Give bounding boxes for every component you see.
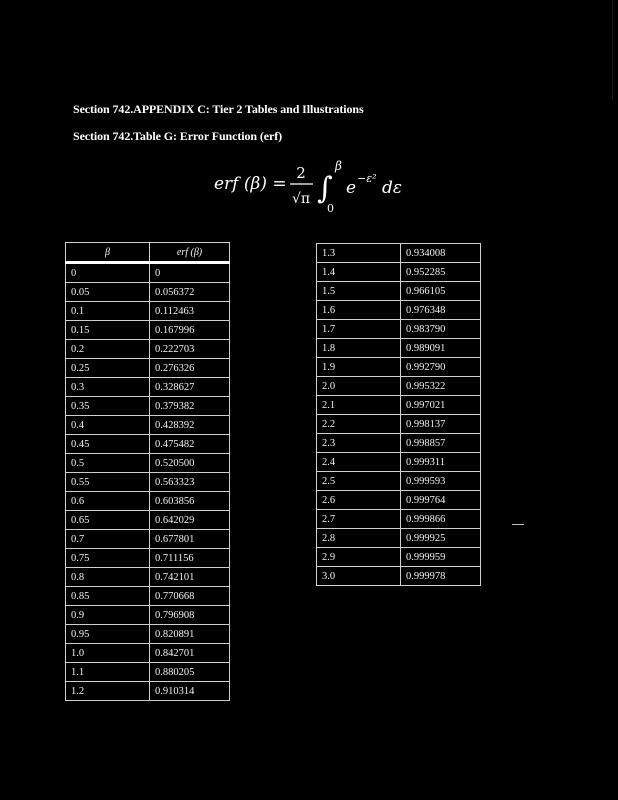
erf-value-cell: 0.989091 <box>401 339 481 358</box>
formula-numerator: 2 <box>296 164 306 182</box>
table-row <box>66 302 230 321</box>
erf-value-cell: 0.992790 <box>401 358 481 377</box>
table-row <box>66 340 230 359</box>
table-row <box>66 283 230 302</box>
beta-cell: 0.85 <box>66 587 150 606</box>
table-row <box>317 377 481 396</box>
beta-cell: 2.7 <box>317 510 401 529</box>
formula-lower-limit: 0 <box>327 202 334 215</box>
erf-value-cell: 0.999925 <box>401 529 481 548</box>
beta-cell: 0.45 <box>66 435 150 454</box>
table-row <box>66 644 230 663</box>
beta-cell: 1.7 <box>317 320 401 339</box>
table-row <box>66 549 230 568</box>
table-row <box>66 663 230 682</box>
beta-cell: 0.2 <box>66 340 150 359</box>
table-row <box>66 625 230 644</box>
beta-column-header: β <box>66 243 150 263</box>
table-row <box>317 491 481 510</box>
table-row <box>317 548 481 567</box>
beta-cell: 2.3 <box>317 434 401 453</box>
erf-value-cell: 0.842701 <box>150 644 230 663</box>
beta-cell: 0.7 <box>66 530 150 549</box>
erf-value-cell: 0.520500 <box>150 454 230 473</box>
erf-value-cell: 0.796908 <box>150 606 230 625</box>
erf-table-left <box>65 242 230 701</box>
beta-cell: 0.05 <box>66 283 150 302</box>
table-row <box>317 453 481 472</box>
table-row <box>66 359 230 378</box>
beta-cell: 0.6 <box>66 492 150 511</box>
table-row <box>317 396 481 415</box>
beta-cell: 0.8 <box>66 568 150 587</box>
erf-value-cell: 0 <box>150 263 230 283</box>
table-row <box>66 568 230 587</box>
table-row <box>66 416 230 435</box>
table-row <box>66 378 230 397</box>
formula-upper-limit: β <box>335 159 342 173</box>
beta-cell: 0.35 <box>66 397 150 416</box>
table-row <box>66 321 230 340</box>
table-row <box>66 492 230 511</box>
beta-cell: 2.2 <box>317 415 401 434</box>
erf-value-cell: 0.770668 <box>150 587 230 606</box>
erf-value-cell: 0.998857 <box>401 434 481 453</box>
erf-value-cell: 0.880205 <box>150 663 230 682</box>
table-row <box>66 397 230 416</box>
erf-value-cell: 0.999311 <box>401 453 481 472</box>
beta-cell: 1.4 <box>317 263 401 282</box>
formula-differential: dε <box>382 178 403 198</box>
erf-value-cell: 0.222703 <box>150 340 230 359</box>
erf-value-cell: 0.999978 <box>401 567 481 586</box>
beta-cell: 0.95 <box>66 625 150 644</box>
beta-cell: 0.3 <box>66 378 150 397</box>
erf-value-cell: 0.934008 <box>401 244 481 263</box>
erf-formula-svg <box>214 156 444 216</box>
formula-integrand-base: e <box>346 178 357 198</box>
erf-value-cell: 0.428392 <box>150 416 230 435</box>
table-row <box>66 454 230 473</box>
beta-cell: 2.5 <box>317 472 401 491</box>
table-row <box>317 567 481 586</box>
table-row <box>317 358 481 377</box>
erf-value-cell: 0.998137 <box>401 415 481 434</box>
erf-value-cell: 0.563323 <box>150 473 230 492</box>
table-row <box>317 263 481 282</box>
beta-cell: 0.5 <box>66 454 150 473</box>
beta-cell: 2.8 <box>317 529 401 548</box>
table-row <box>317 510 481 529</box>
beta-cell: 1.6 <box>317 301 401 320</box>
erf-table-right-body <box>317 244 481 586</box>
beta-cell: 0.25 <box>66 359 150 378</box>
erf-value-cell: 0.603856 <box>150 492 230 511</box>
beta-cell: 0.4 <box>66 416 150 435</box>
table-row <box>66 435 230 454</box>
erf-value-cell: 0.742101 <box>150 568 230 587</box>
table-row <box>317 529 481 548</box>
section-heading: Section 742.APPENDIX C: Tier 2 Tables and Illustrations <box>73 102 364 116</box>
beta-cell: 1.8 <box>317 339 401 358</box>
erf-formula <box>214 156 444 216</box>
beta-cell: 2.0 <box>317 377 401 396</box>
erf-value-cell: 0.999866 <box>401 510 481 529</box>
table-row <box>317 415 481 434</box>
beta-cell: 1.3 <box>317 244 401 263</box>
beta-cell: 0.1 <box>66 302 150 321</box>
erf-value-cell: 0.983790 <box>401 320 481 339</box>
erf-value-cell: 0.642029 <box>150 511 230 530</box>
beta-cell: 2.9 <box>317 548 401 567</box>
formula-lhs: erf (β) = <box>214 174 287 194</box>
erf-column-header: erf (β) <box>150 243 230 263</box>
erf-table-right <box>316 243 481 586</box>
table-row <box>66 606 230 625</box>
erf-value-cell: 0.276326 <box>150 359 230 378</box>
beta-cell: 0.65 <box>66 511 150 530</box>
table-row <box>317 282 481 301</box>
erf-value-cell: 0.112463 <box>150 302 230 321</box>
table-row <box>66 473 230 492</box>
beta-cell: 3.0 <box>317 567 401 586</box>
table-row <box>317 434 481 453</box>
table-row <box>66 511 230 530</box>
table-row <box>317 472 481 491</box>
beta-cell: 1.0 <box>66 644 150 663</box>
table-header-row <box>66 243 230 263</box>
table-heading: Section 742.Table G: Error Function (erf) <box>73 129 282 143</box>
erf-value-cell: 0.997021 <box>401 396 481 415</box>
erf-value-cell: 0.976348 <box>401 301 481 320</box>
formula-integral-sign: ∫ <box>317 171 333 206</box>
erf-value-cell: 0.910314 <box>150 682 230 701</box>
erf-value-cell: 0.995322 <box>401 377 481 396</box>
beta-cell: 1.1 <box>66 663 150 682</box>
beta-cell: 0.55 <box>66 473 150 492</box>
erf-value-cell: 0.952285 <box>401 263 481 282</box>
erf-value-cell: 0.056372 <box>150 283 230 302</box>
scan-artifact-mark <box>512 524 524 525</box>
erf-value-cell: 0.328627 <box>150 378 230 397</box>
beta-cell: 0 <box>66 263 150 283</box>
table-row <box>317 244 481 263</box>
erf-value-cell: 0.379382 <box>150 397 230 416</box>
beta-cell: 1.5 <box>317 282 401 301</box>
table-row <box>317 339 481 358</box>
beta-cell: 2.4 <box>317 453 401 472</box>
erf-value-cell: 0.475482 <box>150 435 230 454</box>
beta-cell: 0.15 <box>66 321 150 340</box>
erf-value-cell: 0.820891 <box>150 625 230 644</box>
table-row <box>66 530 230 549</box>
beta-cell: 1.2 <box>66 682 150 701</box>
beta-cell: 2.6 <box>317 491 401 510</box>
beta-cell: 0.75 <box>66 549 150 568</box>
table-row <box>317 320 481 339</box>
formula-denominator: √π <box>291 191 311 207</box>
scan-edge-line <box>612 0 613 100</box>
table-row <box>66 263 230 283</box>
erf-value-cell: 0.999959 <box>401 548 481 567</box>
erf-value-cell: 0.167996 <box>150 321 230 340</box>
beta-cell: 2.1 <box>317 396 401 415</box>
erf-value-cell: 0.711156 <box>150 549 230 568</box>
table-row <box>66 587 230 606</box>
beta-cell: 1.9 <box>317 358 401 377</box>
table-row <box>317 301 481 320</box>
table-row <box>66 682 230 701</box>
erf-value-cell: 0.677801 <box>150 530 230 549</box>
erf-value-cell: 0.999593 <box>401 472 481 491</box>
erf-value-cell: 0.999764 <box>401 491 481 510</box>
beta-cell: 0.9 <box>66 606 150 625</box>
formula-integrand-exponent: −ε² <box>357 172 377 185</box>
erf-table-left-body <box>66 263 230 701</box>
erf-value-cell: 0.966105 <box>401 282 481 301</box>
